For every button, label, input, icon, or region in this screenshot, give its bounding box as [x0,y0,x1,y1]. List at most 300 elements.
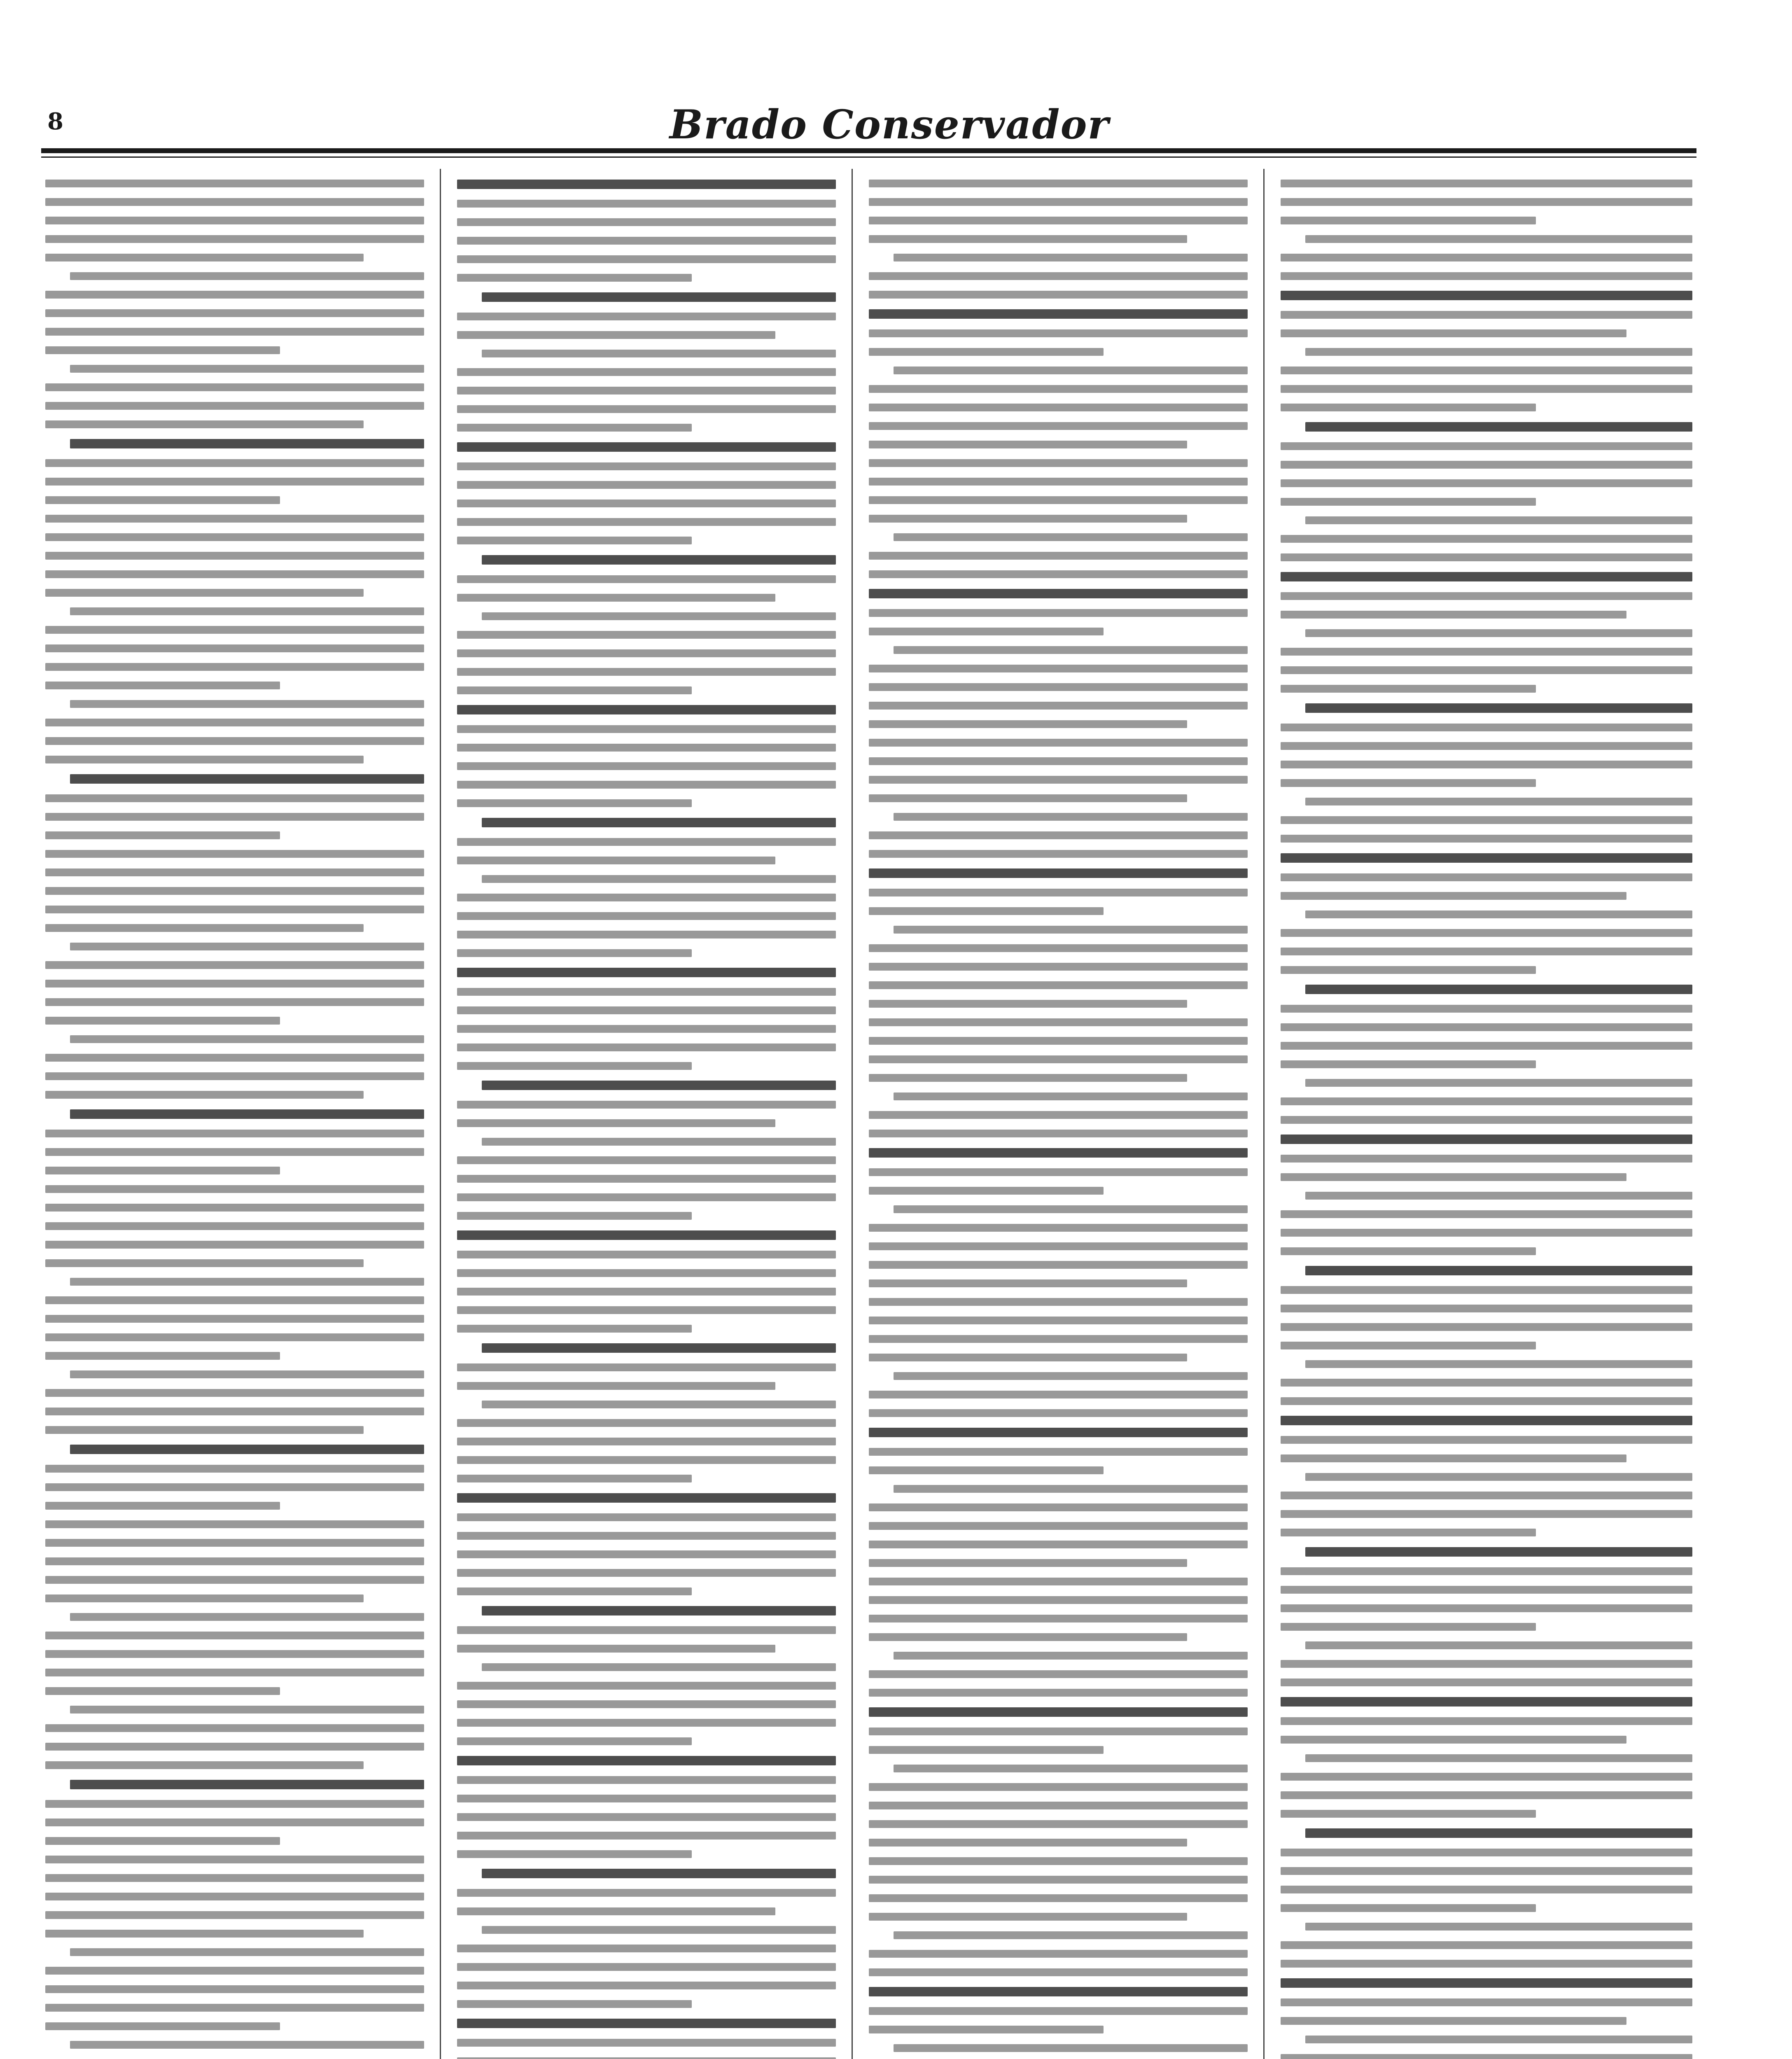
illegible-text-line [482,1081,836,1090]
illegible-text-line [45,1502,280,1510]
illegible-text-line [457,1756,836,1765]
illegible-text-line [1281,198,1692,206]
illegible-text-line [869,776,1248,784]
illegible-text-line [1305,1360,1692,1368]
illegible-text-line [869,552,1248,560]
illegible-text-line [482,1401,836,1408]
illegible-text-line [45,1130,424,1137]
illegible-text-line [894,1485,1248,1493]
illegible-text-line [869,831,1248,839]
text-column-1 [45,169,424,2059]
illegible-text-line [1305,798,1692,805]
illegible-text-line [70,1706,424,1713]
illegible-text-line [869,739,1248,747]
illegible-text-line [869,1746,1104,1754]
illegible-text-line [457,1832,836,1840]
illegible-text-line [1281,1247,1536,1255]
illegible-text-line [482,555,836,565]
illegible-text-line [482,1663,836,1671]
illegible-text-line [869,570,1248,578]
illegible-text-line [45,1669,424,1676]
illegible-text-line [869,1541,1248,1548]
illegible-text-line [869,1466,1104,1474]
text-column-4 [1281,169,1692,2059]
illegible-text-line [70,1278,424,1286]
illegible-text-line [1281,892,1626,900]
illegible-text-line [457,838,836,846]
illegible-text-line [1305,2036,1692,2043]
illegible-text-line [457,1006,836,1014]
illegible-text-line [1281,1492,1692,1499]
illegible-text-line [1281,1286,1692,1294]
illegible-text-line [45,1576,424,1584]
illegible-text-line [457,762,836,770]
illegible-text-line [457,1212,692,1220]
illegible-text-line [45,1743,424,1751]
illegible-text-line [457,1475,692,1482]
illegible-text-line [45,1054,424,1062]
illegible-text-line [45,868,424,876]
illegible-text-line [45,589,364,597]
illegible-text-line [45,198,424,206]
illegible-text-line [894,1765,1248,1772]
illegible-text-line [1281,1436,1692,1444]
illegible-text-line [1281,217,1536,224]
illegible-text-line [1305,629,1692,637]
illegible-text-line [457,1363,836,1371]
illegible-text-line [45,1650,424,1658]
illegible-text-line [457,894,836,901]
illegible-text-line [869,1987,1248,1996]
illegible-text-line [869,1689,1248,1697]
illegible-text-line [45,756,364,763]
illegible-text-line [869,1168,1248,1176]
illegible-text-line [1281,1623,1536,1631]
illegible-text-line [45,831,280,839]
illegible-text-line [482,1926,836,1934]
illegible-text-line [45,235,424,243]
illegible-text-line [869,478,1248,486]
illegible-text-line [1281,442,1692,450]
illegible-text-line [70,439,424,448]
illegible-text-line [70,1613,424,1621]
illegible-text-line [1281,1736,1626,1744]
illegible-text-line [869,1428,1248,1437]
illegible-text-line [869,1409,1248,1417]
illegible-text-line [457,2019,836,2028]
illegible-text-line [869,348,1104,356]
illegible-text-line [869,1857,1248,1865]
illegible-text-line [1281,611,1626,619]
illegible-text-line [1281,816,1692,824]
illegible-text-line [869,459,1248,467]
illegible-text-line [869,198,1248,206]
illegible-text-line [45,663,424,671]
illegible-text-line [869,515,1187,523]
illegible-text-line [457,1325,692,1333]
illegible-text-line [45,2022,280,2030]
illegible-text-line [1305,910,1692,918]
illegible-text-line [482,875,836,883]
illegible-text-line [1281,479,1692,487]
illegible-text-line [1281,1416,1692,1425]
illegible-text-line [1281,742,1692,750]
illegible-text-line [45,1687,280,1695]
illegible-text-line [1281,873,1692,881]
illegible-text-line [1281,1173,1626,1181]
illegible-text-line [1281,1042,1692,1050]
illegible-text-line [869,1148,1248,1158]
illegible-text-line [482,612,836,620]
illegible-text-line [1305,985,1692,994]
illegible-text-line [70,272,424,280]
illegible-text-line [869,1615,1248,1622]
illegible-text-line [45,719,424,726]
illegible-text-line [45,1259,364,1267]
header-rule-thin [41,156,1696,158]
illegible-text-line [869,1913,1187,1921]
illegible-text-line [869,1783,1248,1791]
illegible-text-line [457,1025,836,1033]
illegible-text-line [869,1820,1248,1828]
illegible-text-line [1281,404,1536,411]
illegible-text-line [1281,461,1692,469]
illegible-text-line [70,1780,424,1789]
illegible-text-line [457,1419,836,1427]
illegible-text-line [45,906,424,913]
illegible-text-line [1281,1342,1536,1349]
illegible-text-line [1305,1473,1692,1481]
illegible-text-line [457,1795,836,1802]
illegible-text-line [45,2004,424,2012]
illegible-text-line [869,272,1248,280]
illegible-text-line [457,2039,836,2047]
illegible-text-line [45,1724,424,1732]
illegible-text-line [457,968,836,977]
illegible-text-line [457,1269,836,1277]
illegible-text-line [45,1148,424,1156]
illegible-text-line [45,1874,424,1882]
illegible-text-line [457,649,836,657]
illegible-text-line [45,1539,424,1547]
illegible-text-line [1281,1849,1692,1856]
illegible-text-line [869,665,1248,672]
illegible-text-line [457,857,775,864]
illegible-text-line [1281,1941,1692,1949]
illegible-text-line [457,1119,775,1127]
illegible-text-line [1281,648,1692,656]
illegible-text-line [70,774,424,784]
illegible-text-line [482,1869,836,1878]
newspaper-masthead: Brado Conservador [669,101,1110,148]
illegible-text-line [1281,2054,1692,2059]
illegible-text-line [869,496,1248,504]
illegible-text-line [457,2000,692,2008]
illegible-text-line [1281,685,1536,693]
illegible-text-line [45,998,424,1006]
illegible-text-line [457,575,836,583]
illegible-text-line [1281,1810,1536,1818]
illegible-text-line [869,291,1248,299]
illegible-text-line [894,1652,1248,1660]
illegible-text-line [869,1894,1248,1902]
illegible-text-line [869,1839,1187,1847]
illegible-text-line [1305,703,1692,713]
illegible-text-line [869,1950,1248,1958]
illegible-text-line [869,683,1248,691]
illegible-text-line [869,1728,1248,1735]
illegible-text-line [894,1093,1248,1100]
illegible-text-line [894,646,1248,654]
illegible-text-line [45,515,424,523]
illegible-text-line [457,424,692,432]
illegible-text-line [45,1204,424,1212]
illegible-text-line [869,589,1248,598]
illegible-text-line [45,1167,280,1174]
illegible-text-line [869,1187,1104,1195]
illegible-text-line [70,1109,424,1119]
illegible-text-line [1281,2017,1626,2025]
illegible-text-line [70,1370,424,1378]
illegible-text-line [457,1101,836,1109]
illegible-text-line [457,500,836,507]
illegible-text-line [1305,1754,1692,1762]
illegible-text-line [45,1985,424,1993]
illegible-text-line [457,1645,775,1653]
column-divider [1263,169,1265,2059]
illegible-text-line [1281,1998,1692,2006]
illegible-text-line [457,481,836,489]
illegible-text-line [869,1055,1248,1063]
illegible-text-line [457,331,775,339]
illegible-text-line [457,1550,836,1558]
illegible-text-line [1281,592,1692,600]
illegible-text-line [457,180,836,189]
text-column-3 [869,169,1248,2059]
illegible-text-line [1305,348,1692,356]
illegible-text-line [869,385,1248,393]
illegible-text-line [45,1333,424,1341]
illegible-text-line [70,700,424,708]
illegible-text-line [457,518,836,526]
illegible-text-line [1281,272,1692,280]
illegible-text-line [1305,1079,1692,1087]
illegible-text-line [1281,498,1536,506]
illegible-text-line [45,626,424,634]
illegible-text-line [1281,1454,1626,1462]
illegible-text-line [70,1035,424,1043]
illegible-text-line [45,1856,424,1863]
illegible-text-line [1281,1586,1692,1594]
illegible-text-line [45,1893,424,1900]
illegible-text-line [45,217,424,224]
illegible-text-line [45,1967,424,1975]
illegible-text-line [482,292,836,302]
illegible-text-line [869,963,1248,971]
illegible-text-line [869,1354,1187,1361]
illegible-text-line [45,402,424,410]
illegible-text-line [1281,1717,1692,1725]
illegible-text-line [894,2044,1248,2052]
illegible-text-line [894,533,1248,541]
illegible-text-line [869,217,1248,224]
illegible-text-line [482,1343,836,1353]
illegible-text-line [457,988,836,996]
column-divider [852,169,853,2059]
illegible-text-line [894,926,1248,934]
illegible-text-line [45,1465,424,1473]
illegible-text-line [45,887,424,895]
illegible-text-line [457,1513,836,1521]
illegible-text-line [45,980,424,987]
page-number: 8 [47,108,63,135]
illegible-text-line [457,1945,836,1952]
illegible-text-line [457,1456,836,1464]
illegible-text-line [45,1520,424,1528]
illegible-text-line [457,1438,836,1445]
illegible-text-line [70,607,424,615]
illegible-text-line [869,1074,1187,1082]
illegible-text-line [45,383,424,391]
illegible-text-line [457,200,836,208]
illegible-text-line [457,1382,775,1390]
illegible-text-line [457,1569,836,1577]
illegible-text-line [457,594,775,602]
illegible-text-line [45,1017,280,1025]
illegible-text-line [45,737,424,745]
illegible-text-line [457,725,836,733]
illegible-text-line [45,1800,424,1808]
illegible-text-line [869,1876,1248,1884]
illegible-text-line [869,1279,1187,1287]
illegible-text-line [457,274,692,282]
illegible-text-line [1305,422,1692,432]
illegible-text-line [457,1626,836,1634]
illegible-text-line [45,682,280,689]
illegible-text-line [457,1288,836,1296]
illegible-text-line [1281,1978,1692,1988]
illegible-text-line [869,404,1248,411]
illegible-text-line [869,1578,1248,1585]
illegible-text-line [869,1448,1248,1456]
illegible-text-line [45,1911,424,1919]
illegible-text-line [869,720,1187,728]
illegible-text-line [869,329,1248,337]
illegible-text-line [1281,1867,1692,1875]
illegible-text-line [45,1632,424,1639]
illegible-text-line [1281,180,1692,187]
illegible-text-line [457,1230,836,1240]
illegible-text-line [45,552,424,560]
illegible-text-line [869,1596,1248,1604]
illegible-text-line [457,1907,775,1915]
illegible-text-line [70,1445,424,1454]
illegible-text-line [1281,311,1692,319]
illegible-text-line [457,1776,836,1784]
illegible-text-line [1281,1960,1692,1968]
illegible-text-line [1281,1791,1692,1799]
illegible-text-line [45,420,364,428]
illegible-text-line [482,1138,836,1146]
illegible-text-line [894,367,1248,374]
illegible-text-line [1281,966,1536,974]
illegible-text-line [45,1557,424,1565]
illegible-text-line [457,705,836,714]
illegible-text-line [1281,1510,1692,1518]
illegible-text-line [869,1317,1248,1324]
illegible-text-line [45,1594,364,1602]
illegible-text-line [457,313,836,320]
illegible-text-line [1281,779,1536,787]
illegible-text-line [1281,835,1692,843]
illegible-text-line [457,931,836,938]
illegible-text-line [1281,761,1692,768]
illegible-text-line [45,961,424,969]
illegible-text-line [869,309,1248,319]
illegible-text-line [45,1296,424,1304]
illegible-text-line [894,254,1248,261]
illegible-text-line [1281,1529,1536,1536]
illegible-text-line [1305,1828,1692,1838]
illegible-text-line [869,1242,1248,1250]
illegible-text-line [1281,1773,1692,1781]
illegible-text-line [1281,1323,1692,1331]
illegible-text-line [457,1306,836,1314]
illegible-text-line [457,949,692,957]
illegible-text-line [45,1761,364,1769]
illegible-text-line [869,441,1187,448]
illegible-text-line [1281,1023,1692,1031]
illegible-text-line [1281,254,1692,261]
illegible-text-line [869,235,1187,243]
illegible-text-line [457,2057,836,2059]
illegible-text-line [45,478,424,486]
illegible-text-line [1305,1192,1692,1200]
illegible-text-line [869,1000,1187,1008]
illegible-text-line [45,346,280,354]
illegible-text-line [45,496,280,504]
illegible-text-line [45,924,364,932]
illegible-text-line [1281,367,1692,374]
illegible-text-line [1305,1923,1692,1931]
illegible-text-line [1305,516,1692,524]
illegible-text-line [1281,1567,1692,1575]
illegible-text-line [457,1193,836,1201]
illegible-text-line [869,1559,1187,1567]
illegible-text-line [70,365,424,373]
illegible-text-line [457,1532,836,1540]
illegible-text-line [45,1389,424,1397]
illegible-text-line [457,631,836,639]
illegible-text-line [457,686,692,694]
illegible-text-line [869,422,1248,430]
illegible-text-line [45,570,424,578]
illegible-text-line [1281,1604,1692,1612]
illegible-text-line [45,1837,280,1845]
illegible-text-line [869,889,1248,896]
illegible-text-line [457,442,836,452]
illegible-text-line [457,799,692,807]
illegible-text-line [45,850,424,858]
illegible-text-line [45,180,424,187]
illegible-text-line [869,1670,1248,1678]
illegible-text-line [45,1241,424,1249]
illegible-text-line [45,254,364,261]
illegible-text-line [482,350,836,357]
illegible-text-line [457,1044,836,1051]
illegible-text-line [457,1175,836,1183]
illegible-text-line [457,1493,836,1503]
